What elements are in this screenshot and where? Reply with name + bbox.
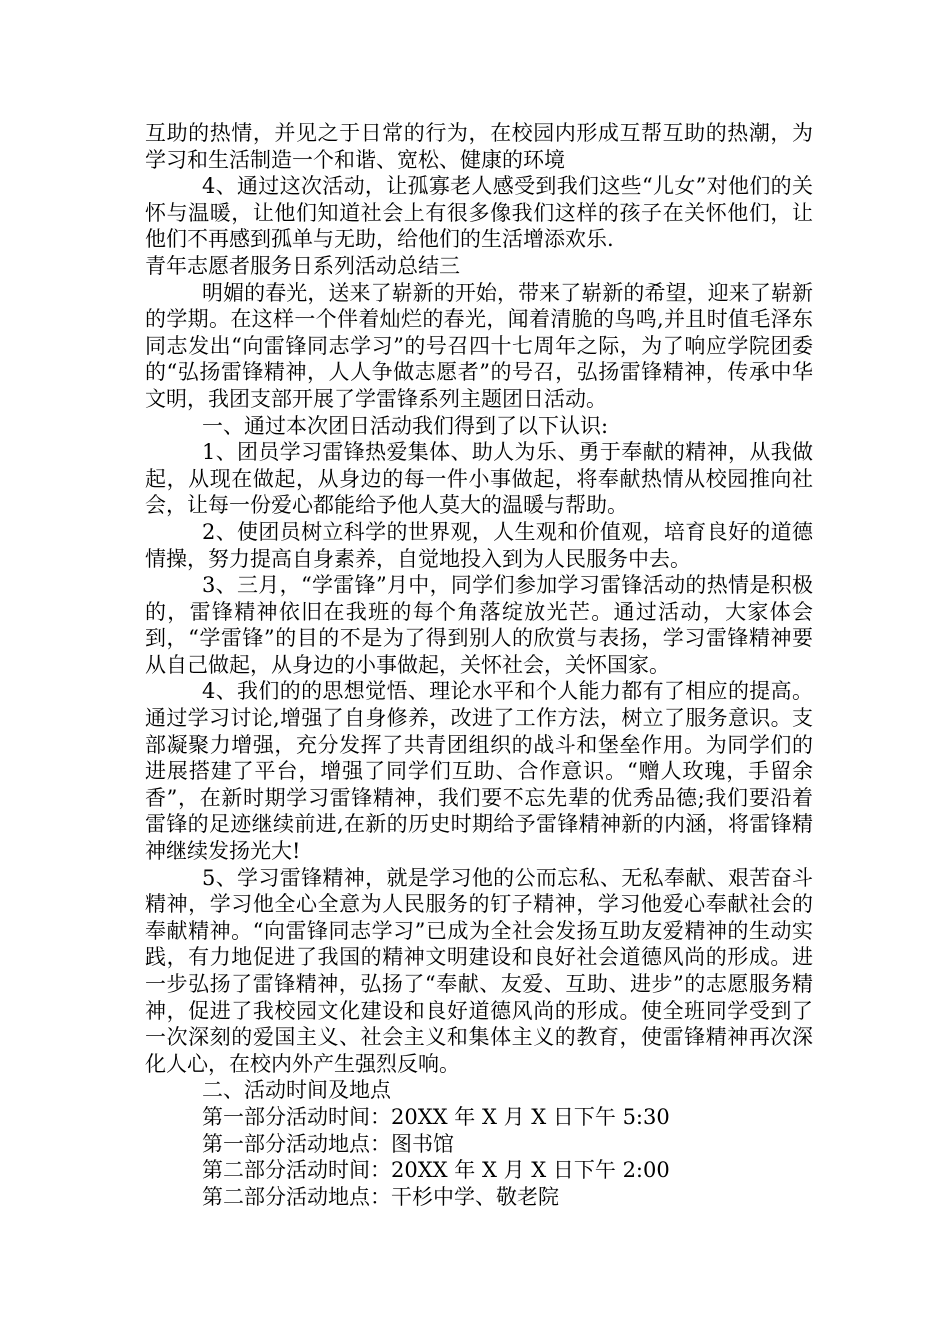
paragraph-point-4: 4、我们的的思想觉悟、理论水平和个人能力都有了相应的提高。通过学习讨论,增强了自身修养，改进了工作方法，树立了服务意识。支部凝聚力增强，充分发挥了共青团组织的战斗和堡垒作用。为同学们的进展搭建了平台，增强了同学们互助、合作意识。“赠人玫瑰，手留余香”，在新时期学习雷锋精神，我们要不忘先辈的优秀品德;我们要沿着雷锋的足迹继续前进,在新的历史时期给予雷锋精神新的内涵，将雷锋精神继续发扬光大!	[145, 679, 813, 864]
paragraph-item-4-elderly: 4、通过这次活动，让孤寡老人感受到我们这些“儿女”对他们的关怀与温暖，让他们知道社会上有很多像我们这样的孩子在关怀他们，让他们不再感到孤单与无助，给他们的生活增添欢乐.	[145, 174, 813, 252]
paragraph-point-5: 5、学习雷锋精神，就是学习他的公而忘私、无私奉献、艰苦奋斗精神，学习他全心全意为人民服务的钉子精神，学习他爱心奉献社会的奉献精神。“向雷锋同志学习”已成为全社会发扬互助友爱精神的生动实践，有力地促进了我国的精神文明建设和良好社会道德风尚的形成。进一步弘扬了雷锋精神，弘扬了“奉献、友爱、互助、进步”的志愿服务精神，促进了我校园文化建设和良好道德风尚的形成。使全班同学受到了一次深刻的爱国主义、社会主义和集体主义的教育，使雷锋精神再次深化人心，在校内外产生强烈反响。	[145, 865, 813, 1076]
paragraph-opening: 明媚的春光，送来了崭新的开始，带来了崭新的希望，迎来了崭新的学期。在这样一个伴着灿烂的春光，闻着清脆的鸟鸣,并且时值毛泽东同志发出“向雷锋同志学习”的号召四十七周年之际，为了响应学院团委的“弘扬雷锋精神，人人争做志愿者”的号召，弘扬雷锋精神，传承中华文明，我团支部开展了学雷锋系列主题团日活动。	[145, 280, 813, 411]
schedule-line-part2-location: 第二部分活动地点：干杉中学、敬老院	[202, 1184, 559, 1209]
document-page	[145, 120, 813, 1210]
paragraph-point-3: 3、三月，“学雷锋”月中，同学们参加学习雷锋活动的热情是积极的，雷锋精神依旧在我班的每个角落绽放光芒。通过活动，大家体会到，“学雷锋”的目的不是为了得到别人的欣赏与表扬，学习雷锋精神要从自己做起，从身边的小事做起，关怀社会，关怀国家。	[145, 573, 813, 677]
paragraph-intro-continuation: 互助的热情，并见之于日常的行为，在校园内形成互帮互助的热潮，为学习和生活制造一个和谐、宽松、健康的环境	[145, 121, 813, 172]
section-heading: 青年志愿者服务日系列活动总结三	[145, 253, 460, 278]
schedule-line-part2-time: 第二部分活动时间：20XX 年 X 月 X 日下午 2:00	[202, 1158, 670, 1183]
schedule-line-part1-location: 第一部分活动地点：图书馆	[202, 1131, 454, 1156]
heading-time-location: 二、活动时间及地点	[202, 1078, 391, 1103]
paragraph-point-2: 2、使团员树立科学的世界观，人生观和价值观，培育良好的道德情操，努力提高自身素养，自觉地投入到为人民服务中去。	[145, 519, 813, 571]
heading-understanding: 一、通过本次团日活动我们得到了以下认识:	[202, 413, 609, 438]
schedule-line-part1-time: 第一部分活动时间：20XX 年 X 月 X 日下午 5:30	[202, 1104, 670, 1129]
paragraph-point-1: 1、团员学习雷锋热爱集体、助人为乐、勇于奉献的精神，从我做起，从现在做起，从身边的每一件小事做起，将奉献热情从校园推向社会，让每一份爱心都能给予他人莫大的温暖与帮助。	[145, 440, 813, 518]
